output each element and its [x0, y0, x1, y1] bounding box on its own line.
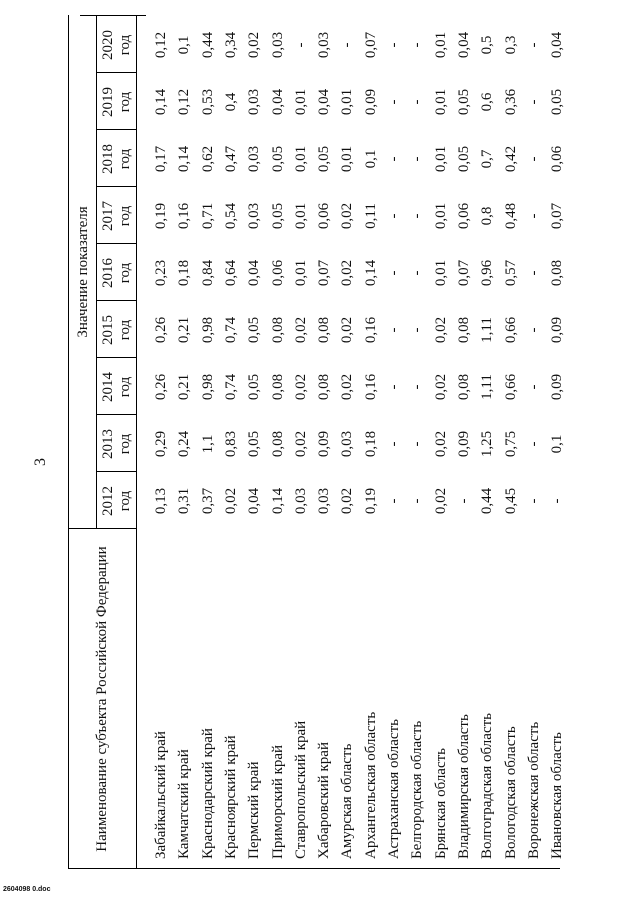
value-cell: 0,29: [153, 430, 169, 458]
value-cell: 0,02: [339, 487, 356, 515]
year-label: 2014: [99, 372, 116, 402]
value-cell: 0,01: [292, 202, 309, 230]
value-cell: -: [409, 213, 426, 219]
value-cell: -: [409, 384, 426, 390]
value-cell: 0,02: [339, 259, 356, 287]
value-cell: 0,83: [222, 430, 239, 458]
year-unit-label: год: [116, 91, 133, 113]
value-cell: -: [386, 213, 402, 219]
value-cell: 0,74: [222, 373, 239, 401]
value-cell: 0,01: [432, 145, 449, 173]
value-cell: 0,03: [269, 31, 286, 59]
value-cell: 0,02: [432, 316, 449, 344]
value-cell: 0,14: [153, 88, 169, 116]
value-cell: 0,08: [269, 316, 286, 344]
value-cell: -: [409, 441, 426, 447]
table-row: [243, 15, 266, 869]
value-cell: 0,96: [479, 259, 496, 287]
value-cell: 0,05: [455, 88, 472, 116]
value-cell: 0,44: [199, 31, 216, 59]
value-cell: 0,04: [549, 31, 566, 59]
value-cell: 0,01: [292, 145, 309, 173]
subject-name-cell: Брянская область: [432, 747, 449, 859]
value-cell: 1,11: [479, 317, 496, 343]
value-cell: 0,03: [246, 145, 263, 173]
year-unit-label: год: [116, 34, 133, 56]
value-cell: 0,05: [316, 145, 333, 173]
subject-name-cell: Приморский край: [269, 744, 286, 859]
value-cell: 0,01: [339, 145, 356, 173]
year-unit-label: год: [116, 148, 133, 170]
document-footer-code: 2604098 0.doc: [3, 886, 51, 893]
subject-name-cell: Астраханская область: [386, 719, 402, 859]
value-cell: 0,12: [153, 31, 169, 59]
year-column-header: [97, 302, 136, 358]
value-cell: 0,84: [199, 259, 216, 287]
value-cell: 0,09: [549, 373, 566, 401]
value-cell: 0,16: [362, 316, 379, 344]
table-row: [453, 15, 476, 869]
value-cell: -: [525, 327, 542, 333]
table-row: [523, 15, 546, 869]
value-cell: 0,09: [455, 430, 472, 458]
value-cell: 0,16: [362, 373, 379, 401]
value-cell: 0,04: [246, 487, 263, 515]
value-cell: 0,09: [362, 88, 379, 116]
table-row: [197, 15, 220, 869]
value-cell: 0,48: [502, 202, 519, 230]
value-cell: -: [525, 42, 542, 48]
value-cell: 0,02: [432, 487, 449, 515]
value-cell: -: [386, 327, 402, 333]
value-cell: -: [409, 270, 426, 276]
value-cell: 0,44: [479, 487, 496, 515]
value-cell: 0,07: [549, 202, 566, 230]
subject-name-cell: Вологодская область: [502, 726, 519, 859]
subject-name-cell: Ивановская область: [549, 732, 566, 859]
year-label: 2016: [99, 258, 116, 288]
value-cell: 0,06: [549, 145, 566, 173]
value-cell: 0,01: [292, 259, 309, 287]
value-cell: 0,75: [502, 430, 519, 458]
subject-name-cell: Волгоградская область: [479, 713, 496, 859]
value-cell: -: [455, 498, 472, 504]
year-unit-label: год: [116, 376, 133, 398]
value-cell: 0,06: [455, 202, 472, 230]
value-cell: 0,16: [176, 202, 193, 230]
year-label: 2013: [99, 429, 116, 459]
table-row: [546, 15, 569, 869]
value-cell: 0,26: [153, 316, 169, 344]
value-cell: 0,06: [269, 259, 286, 287]
value-cell: 0,45: [502, 487, 519, 515]
value-cell: 0,01: [292, 88, 309, 116]
table-row: [290, 15, 313, 869]
value-cell: 0,18: [176, 259, 193, 287]
value-cell: -: [292, 42, 309, 48]
subject-name-cell: Воронежская область: [525, 721, 542, 859]
table-row: [150, 15, 173, 869]
value-cell: 0,03: [292, 487, 309, 515]
value-cell: -: [409, 498, 426, 504]
value-cell: -: [525, 270, 542, 276]
value-cell: -: [339, 42, 356, 48]
value-cell: -: [409, 156, 426, 162]
year-label: 2020: [99, 30, 116, 60]
table-row: [360, 15, 383, 869]
value-cell: 0,02: [222, 487, 239, 515]
value-cell: 0,98: [199, 373, 216, 401]
value-cell: 0,21: [176, 373, 193, 401]
value-cell: -: [386, 156, 402, 162]
value-cell: -: [525, 99, 542, 105]
value-cell: 0,64: [222, 259, 239, 287]
value-cell: 0,42: [502, 145, 519, 173]
table-row: [476, 15, 499, 869]
value-cell: 0,08: [269, 430, 286, 458]
value-cell: 0,02: [339, 373, 356, 401]
value-cell: -: [409, 327, 426, 333]
value-cell: 0,05: [269, 202, 286, 230]
value-cell: -: [386, 270, 402, 276]
subject-name-cell: Архангельская область: [362, 711, 379, 859]
value-cell: 0,14: [362, 259, 379, 287]
value-cell: -: [386, 42, 402, 48]
table-row: [430, 15, 453, 869]
value-cell: 0,23: [153, 259, 169, 287]
value-cell: 0,01: [432, 259, 449, 287]
value-cell: 0,04: [269, 88, 286, 116]
table-row: [406, 15, 429, 869]
value-cell: 0,07: [455, 259, 472, 287]
value-cell: 0,06: [316, 202, 333, 230]
value-cell: 0,04: [455, 31, 472, 59]
value-cell: -: [549, 498, 566, 504]
year-column-header: [97, 17, 136, 73]
value-cell: -: [386, 99, 402, 105]
value-cell: 0,24: [176, 430, 193, 458]
value-cell: -: [386, 498, 402, 504]
value-cell: 0,01: [432, 31, 449, 59]
value-cell: 0,17: [153, 145, 169, 173]
value-cell: 0,02: [246, 31, 263, 59]
value-cell: 0,02: [292, 316, 309, 344]
value-cell: 0,14: [269, 487, 286, 515]
year-unit-label: год: [116, 319, 133, 341]
table-row: [220, 15, 243, 869]
year-unit-label: год: [116, 433, 133, 455]
value-cell: 0,34: [222, 31, 239, 59]
year-label: 2015: [99, 315, 116, 345]
subject-name-cell: Амурская область: [339, 743, 356, 859]
year-unit-label: год: [116, 205, 133, 227]
value-cell: 0,07: [316, 259, 333, 287]
value-cell: 0,08: [316, 316, 333, 344]
value-cell: 0,07: [362, 31, 379, 59]
value-cell: -: [409, 99, 426, 105]
value-cell: 0,31: [176, 487, 193, 515]
value-cell: -: [525, 213, 542, 219]
table-row: [313, 15, 336, 869]
value-cell: 0,09: [316, 430, 333, 458]
value-cell: 1,11: [479, 374, 496, 400]
subject-name-cell: Краснодарский край: [199, 728, 216, 859]
value-cell: 0,13: [153, 487, 169, 515]
value-cell: 0,7: [479, 149, 496, 169]
value-cell: -: [386, 384, 402, 390]
year-column-header: [97, 359, 136, 415]
value-cell: 0,03: [246, 202, 263, 230]
value-cell: 0,1: [176, 35, 193, 55]
value-cell: 0,21: [176, 316, 193, 344]
value-cell: 0,19: [153, 202, 169, 230]
subject-name-cell: Забайкальский край: [153, 731, 169, 859]
value-cell: 0,08: [455, 373, 472, 401]
subject-name-cell: Белгородская область: [409, 720, 426, 859]
value-cell: 0,02: [339, 202, 356, 230]
value-cell: 0,12: [176, 88, 193, 116]
value-cell: 0,02: [432, 430, 449, 458]
value-cell: 0,14: [176, 145, 193, 173]
year-unit-label: год: [116, 490, 133, 512]
value-cell: 0,54: [222, 202, 239, 230]
value-cell: -: [386, 441, 402, 447]
value-cell: 0,6: [479, 92, 496, 112]
value-cell: -: [525, 156, 542, 162]
value-cell: 0,08: [316, 373, 333, 401]
value-cell: 0,57: [502, 259, 519, 287]
value-cell: 0,08: [455, 316, 472, 344]
value-cell: 0,05: [246, 430, 263, 458]
table-row: [173, 15, 196, 869]
value-cell: 0,05: [549, 88, 566, 116]
value-cell: 0,01: [432, 202, 449, 230]
value-cell: -: [525, 498, 542, 504]
value-cell: 0,3: [502, 35, 519, 55]
value-cell: 0,98: [199, 316, 216, 344]
table-row: [267, 15, 290, 869]
year-label: 2012: [99, 486, 116, 516]
value-cell: 0,05: [269, 145, 286, 173]
table-row: [500, 15, 523, 869]
value-cell: 0,08: [549, 259, 566, 287]
value-cell: 0,02: [432, 373, 449, 401]
value-cell: 0,5: [479, 35, 496, 55]
value-cell: 0,02: [339, 316, 356, 344]
value-cell: 0,36: [502, 88, 519, 116]
value-cell: 0,26: [153, 373, 169, 401]
value-cell: -: [525, 441, 542, 447]
value-cell: 0,09: [549, 316, 566, 344]
year-column-header: [97, 416, 136, 472]
year-column-header: [97, 245, 136, 301]
year-column-header: [97, 74, 136, 130]
value-cell: 0,62: [199, 145, 216, 173]
subject-name-cell: Ставропольский край: [292, 720, 309, 859]
column-header-subject-name: Наименование субъекта Российской Федерации: [93, 546, 110, 852]
value-cell: 0,08: [269, 373, 286, 401]
subject-name-cell: Владимирская область: [455, 714, 472, 859]
value-cell: 0,74: [222, 316, 239, 344]
page-number: 3: [32, 458, 49, 466]
value-cell: 0,8: [479, 206, 496, 226]
table-row: [336, 15, 359, 869]
value-cell: 0,03: [316, 487, 333, 515]
value-cell: 0,18: [362, 430, 379, 458]
subject-name-cell: Камчатский край: [176, 749, 193, 859]
value-cell: 0,03: [246, 88, 263, 116]
value-cell: 0,1: [362, 149, 379, 169]
value-cell: 0,1: [549, 434, 566, 454]
year-label: 2017: [99, 201, 116, 231]
year-label: 2019: [99, 87, 116, 117]
subject-name-cell: Хабаровский край: [316, 742, 333, 859]
value-cell: -: [409, 42, 426, 48]
value-cell: 0,03: [339, 430, 356, 458]
value-cell: 0,04: [246, 259, 263, 287]
subject-name-cell: Красноярский край: [222, 735, 239, 859]
subject-name-cell: Пермский край: [246, 761, 263, 859]
value-cell: 0,47: [222, 145, 239, 173]
year-column-header: [97, 131, 136, 187]
value-cell: 1,1: [199, 434, 216, 454]
value-cell: 1,25: [479, 430, 496, 458]
value-cell: 0,02: [292, 373, 309, 401]
year-column-header: [97, 188, 136, 244]
value-cell: 0,03: [316, 31, 333, 59]
value-cell: 0,01: [339, 88, 356, 116]
value-cell: 0,04: [316, 88, 333, 116]
value-cell: 0,66: [502, 373, 519, 401]
value-cell: 0,71: [199, 202, 216, 230]
value-cell: 0,05: [246, 316, 263, 344]
year-unit-label: год: [116, 262, 133, 284]
value-cell: -: [525, 384, 542, 390]
value-cell: 0,66: [502, 316, 519, 344]
value-cell: 0,11: [362, 203, 379, 229]
value-cell: 0,4: [222, 92, 239, 112]
value-cell: 0,02: [292, 430, 309, 458]
table-row: [383, 15, 406, 869]
value-cell: 0,37: [199, 487, 216, 515]
value-cell: 0,19: [362, 487, 379, 515]
year-column-header: [97, 473, 136, 529]
value-cell: 0,53: [199, 88, 216, 116]
column-group-header-indicator-value: Значение показателя: [74, 206, 91, 338]
year-label: 2018: [99, 144, 116, 174]
value-cell: 0,05: [455, 145, 472, 173]
value-cell: 0,01: [432, 88, 449, 116]
value-cell: 0,05: [246, 373, 263, 401]
